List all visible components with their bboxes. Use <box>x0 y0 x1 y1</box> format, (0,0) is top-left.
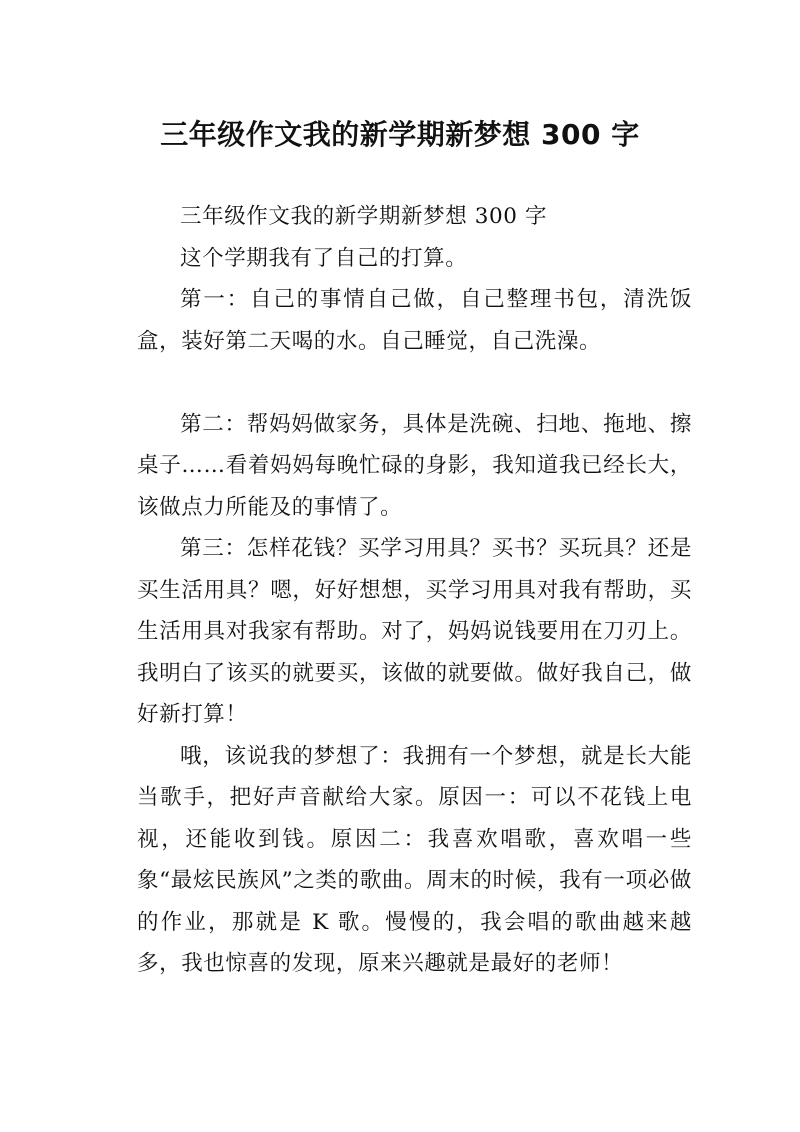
paragraph-third: 第三：怎样花钱？买学习用具？买书？买玩具？还是买生活用具？嗯，好好想想，买学习用具对我有帮助，买生活用具对我家有帮助。对了，妈妈说钱要用在刀刃上。我明白了该买的就要买，该做的就要做。做好我自己，做好新打算！ <box>137 536 692 727</box>
paragraph-first: 第一：自己的事情自己做，自己整理书包，清洗饭盒，装好第二天喝的水。自己睡觉，自己洗澡。 <box>137 287 692 354</box>
paragraph-second: 第二：帮妈妈做家务，具体是洗碗、扫地、拖地、擦桌子……看着妈妈每晚忙碌的身影，我知道我已经长大，该做点力所能及的事情了。 <box>137 411 692 520</box>
paragraph-intro: 这个学期我有了自己的打算。 <box>180 245 468 271</box>
document-body <box>137 196 692 985</box>
paragraph-subtitle: 三年级作文我的新学期新梦想 300 字 <box>180 204 548 229</box>
paragraph-dream: 哦，该说我的梦想了：我拥有一个梦想，就是长大能当歌手，把好声音献给大家。原因一：可以不花钱上电视，还能收到钱。原因二：我喜欢唱歌，喜欢唱一些象“最炫民族风”之类的歌曲。周末的时候，我有一项必做的作业，那就是 K 歌。慢慢的，我会唱的歌曲越来越多，我也惊喜的发现，原来兴趣就是最好的老师！ <box>137 743 692 976</box>
document-title: 三年级作文我的新学期新梦想 300 字 <box>160 117 640 151</box>
